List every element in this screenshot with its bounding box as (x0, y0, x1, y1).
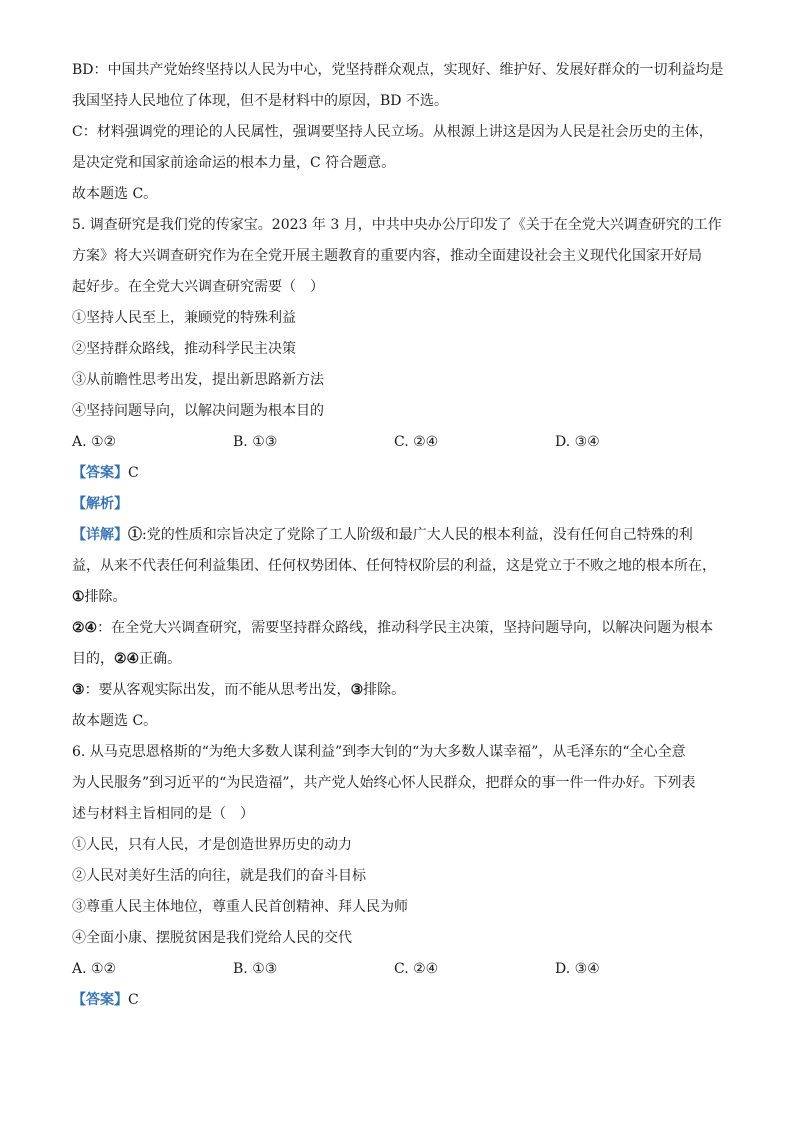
q5-detail-line2: 益，从来不代表任何利益集团、任何权势团体、任何特权阶层的利益，这是党立于不败之地的根本所在， (72, 558, 716, 574)
q5-item-4: ④坚持问题导向，以解决问题为根本目的 (72, 403, 324, 419)
q5-conclusion: 故本题选 C。 (72, 713, 158, 729)
detail-text: ：在全党大兴调查研究，需要坚持群众路线，推动科学民主决策，坚持问题导向，以解决问题为根本 (97, 620, 714, 636)
q5-options (72, 432, 732, 452)
q6-item-2: ②人民对美好生活的向往，就是我们的奋斗目标 (72, 868, 366, 884)
answer-value: C (128, 465, 139, 481)
q5-detail-line4 (72, 618, 732, 638)
q6-stem-line2: 为人民服务”到习近平的“为民造福”，共产党人始终心怀人民群众，把群众的事一件一件办好。下列表 (72, 775, 696, 791)
prev-conclusion: 故本题选 C。 (72, 186, 158, 202)
detail-text: :党的性质和宗旨决定了党除了工人阶级和最广大人民的根本利益，没有任何自己特殊的利 (142, 527, 693, 543)
q6-option-b: B. ①③ (233, 961, 278, 977)
q5-detail-line6 (72, 680, 732, 700)
detail-tag: 【详解】 (72, 527, 128, 543)
prev-analysis-c-line2: 是决定党和国家前途命运的根本力量，C 符合题意。 (72, 155, 396, 171)
q5-option-a: A. ①② (72, 434, 117, 450)
q6-option-d: D. ③④ (555, 961, 600, 977)
q5-answer (72, 463, 732, 483)
detail-text: 正确。 (139, 651, 182, 667)
q5-item-3: ③从前瞻性思考出发，提出新思路新方法 (72, 372, 324, 388)
detail-mark: ① (128, 527, 142, 543)
q5-stem-line3: 起好步。在全党大兴调查研究需要（ ） (72, 279, 324, 295)
q6-item-3: ③尊重人民主体地位，尊重人民首创精神、拜人民为师 (72, 899, 408, 915)
q6-options (72, 959, 732, 979)
q5-stem-line1: 5. 调查研究是我们党的传家宝。2023 年 3 月，中共中央办公厅印发了《关于在全党大兴调查研究的工作 (72, 217, 722, 233)
analysis-tag: 【解析】 (72, 496, 128, 512)
prev-analysis-c-line1: C：材料强调党的理论的人民属性，强调要坚持人民立场。从根源上讲这是因为人民是社会历史的主体， (72, 124, 713, 140)
detail-mark: ① (72, 589, 85, 605)
detail-mark: ③ (72, 682, 85, 698)
q6-option-c: C. ②④ (394, 961, 439, 977)
detail-text: 排除。 (84, 589, 127, 605)
q5-item-2: ②坚持群众路线，推动科学民主决策 (72, 341, 296, 357)
q5-analysis-heading (72, 494, 732, 514)
q5-option-b: B. ①③ (233, 434, 278, 450)
answer-tag: 【答案】 (72, 992, 128, 1008)
q5-detail-line1 (72, 525, 732, 545)
prev-analysis-bd-line1: BD：中国共产党始终坚持以人民为中心，党坚持群众观点，实现好、维护好、发展好群众的一切利益均是 (72, 62, 724, 78)
q5-stem-line2: 方案》将大兴调查研究作为在全党开展主题教育的重要内容，推动全面建设社会主义现代化国家开好局 (72, 248, 702, 264)
q6-item-4: ④全面小康、摆脱贫困是我们党给人民的交代 (72, 930, 352, 946)
q5-detail-line5 (72, 649, 732, 669)
q5-detail-line3 (72, 587, 732, 607)
q6-stem-line1: 6. 从马克思恩格斯的“为绝大多数人谋利益”到李大钊的“为大多数人谋幸福”，从毛泽东的“全心全意 (72, 744, 686, 760)
detail-mark: ③ (350, 682, 364, 698)
detail-mark: ②④ (114, 651, 140, 667)
q6-answer (72, 990, 732, 1010)
q6-item-1: ①人民，只有人民，才是创造世界历史的动力 (72, 837, 352, 853)
answer-tag: 【答案】 (72, 465, 128, 481)
q5-option-d: D. ③④ (555, 434, 600, 450)
q6-option-a: A. ①② (72, 961, 117, 977)
document-page (72, 60, 732, 1010)
answer-value: C (128, 992, 139, 1008)
q5-item-1: ①坚持人民至上，兼顾党的特殊利益 (72, 310, 296, 326)
detail-text: 目的， (72, 651, 114, 667)
detail-text: 排除。 (363, 682, 406, 698)
detail-text: ：要从客观实际出发，而不能从思考出发， (84, 682, 351, 698)
q6-stem-line3: 述与材料主旨相同的是（ ） (72, 806, 254, 822)
prev-analysis-bd-line2: 我国坚持人民地位了体现，但不是材料中的原因，BD 不选。 (72, 93, 448, 109)
q5-option-c: C. ②④ (394, 434, 439, 450)
detail-mark: ②④ (72, 620, 98, 636)
